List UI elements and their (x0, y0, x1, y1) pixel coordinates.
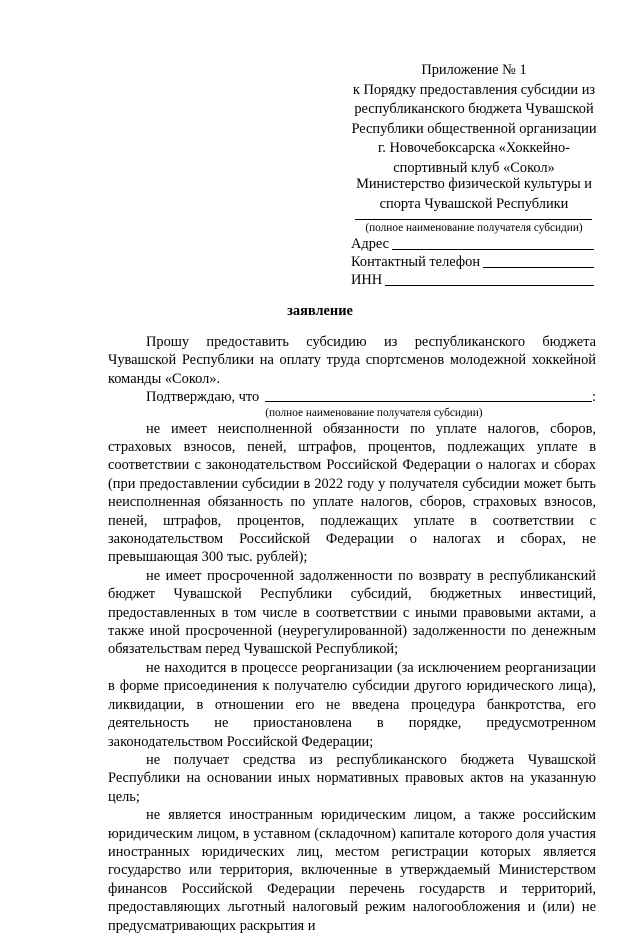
confirm-colon: : (592, 389, 596, 406)
address-line[interactable] (392, 236, 594, 250)
appendix-line: г. Новочебоксарска «Хоккейно- (378, 140, 570, 156)
application-body (108, 333, 596, 935)
condition-paragraph: не является иностранным юридическим лицом, а также российским юридическим лицом, в уставном (складочном) капитале которого доля участия иностранных юридических лиц, местом регистрации которых является государство или территория, включенные в утверждаемый Министерством финансов Российской Федерации перечень государств и территорий, предоставляющих льготный налоговый режим налогообложения и (или) не предусматривающих раскрытия и (108, 807, 596, 934)
confirm-line (108, 388, 596, 406)
confirm-label: Подтверждаю, что (146, 389, 260, 406)
recipient-name-field[interactable] (355, 219, 592, 220)
appendix-line: Приложение № 1 (421, 62, 527, 78)
inn-label: ИНН (351, 272, 383, 288)
recipient-name-hint: (полное наименование получателя субсидии) (365, 222, 583, 234)
phone-line[interactable] (483, 254, 594, 268)
condition-paragraph: не имеет неисполненной обязанности по уплате налогов, сборов, страховых взносов, пеней, штрафов, процентов, подлежащих уплате в соответствии с законодательством Российской Федерации о налогах и сборах (при предоставлении субсидии в 2022 году у получателя субсидии может быть неисполненная обязанность по уплате налогов, сборов, страховых взносов, пеней, штрафов, процентов, подлежащих уплате в соответствии с законодательством Российской Федерации о налогах и сборах, не превышающая 300 тыс. рублей); (108, 420, 596, 566)
appendix-line: республиканского бюджета Чувашской (354, 101, 594, 117)
condition-paragraph: не находится в процессе реорганизации (за исключением реорганизации в форме присоединения к получателю субсидии другого юридического лица), ликвидации, в отношении его не введена процедура банкротства, его деятельность не приостановлена в порядке, предусмотренном законодательством Российской Федерации; (108, 659, 596, 750)
phone-field[interactable] (351, 254, 594, 271)
request-paragraph: Прошу предоставить субсидию из республиканского бюджета Чувашской Республики на оплату труда спортсменов молодежной хоккейной команды «Сокол». (108, 334, 596, 387)
confirm-recipient-field[interactable] (265, 388, 592, 402)
inn-field[interactable] (351, 272, 594, 289)
inn-line[interactable] (385, 272, 594, 286)
addressee-ministry (340, 175, 608, 214)
ministry-line: спорта Чувашской Республики (379, 195, 569, 212)
address-label: Адрес (351, 236, 390, 252)
appendix-line: Республики общественной организации (351, 120, 597, 137)
condition-paragraph: не получает средства из республиканского бюджета Чувашской Республики на основании иных нормативных правовых актов на указанную цель; (108, 751, 596, 805)
appendix-line: к Порядку предоставления субсидии из (352, 81, 596, 98)
phone-label: Контактный телефон (351, 254, 481, 270)
appendix-line: спортивный клуб «Сокол» (393, 159, 555, 176)
condition-paragraph: не имеет просроченной задолженности по возврату в республиканский бюджет Чувашской Республики субсидий, бюджетных инвестиций, предоставленных в том числе в соответствии с иными правовыми актами, а также иной просроченной (неурегулированной) задолженности по денежным обязательствам перед Чувашской Республикой; (108, 567, 596, 658)
confirm-recipient-hint: (полное наименование получателя субсидии) (265, 406, 483, 419)
document-title: заявление (287, 303, 353, 319)
ministry-line: Министерство физической культуры и (356, 176, 592, 192)
appendix-reference (340, 61, 608, 178)
address-field[interactable] (351, 236, 594, 253)
